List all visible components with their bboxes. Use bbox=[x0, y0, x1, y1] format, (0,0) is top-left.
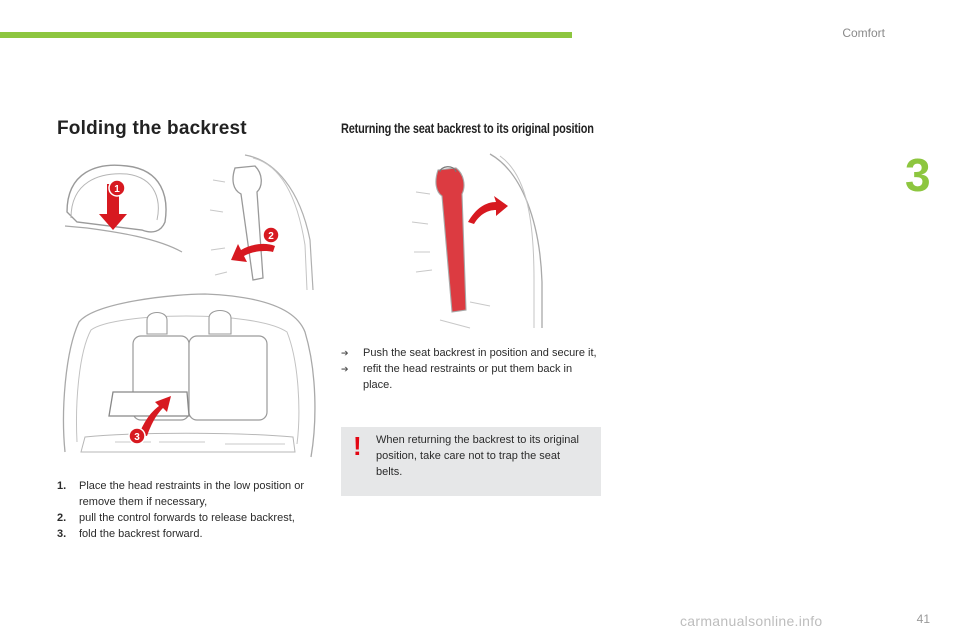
step-text: Place the head restraints in the low position or remove them if necessary, bbox=[79, 480, 305, 508]
bullet-text: refit the head restraints or put them back in place. bbox=[363, 363, 573, 391]
folding-steps-list bbox=[57, 478, 327, 542]
return-steps-list bbox=[341, 345, 603, 393]
arrow-bullet-icon: ➔ bbox=[341, 364, 349, 374]
right-section-title: Returning the seat backrest to its original position bbox=[341, 120, 594, 136]
warning-box bbox=[341, 427, 601, 496]
backrest-release-illustration bbox=[205, 150, 315, 290]
step-number: 3. bbox=[57, 528, 67, 540]
step-text: pull the control forwards to release backrest, bbox=[79, 512, 295, 524]
head-restraint-illustration bbox=[57, 152, 187, 282]
callout-2-label: 2 bbox=[268, 231, 274, 242]
watermark: carmanualsonline.info bbox=[680, 613, 823, 629]
list-item bbox=[341, 345, 603, 361]
callout-1-label: 1 bbox=[114, 184, 120, 195]
step-number: 2. bbox=[57, 512, 67, 524]
step-number: 1. bbox=[57, 480, 67, 492]
section-title: Comfort bbox=[842, 26, 885, 40]
left-section-title: Folding the backrest bbox=[57, 118, 247, 139]
list-item bbox=[57, 526, 327, 542]
page-number: 41 bbox=[916, 612, 930, 626]
backrest-return-illustration bbox=[410, 152, 545, 330]
callout-3-label: 3 bbox=[134, 432, 140, 443]
bullet-text: Push the seat backrest in position and secure it, bbox=[363, 347, 597, 359]
list-item bbox=[57, 478, 327, 510]
list-item bbox=[341, 361, 603, 393]
warning-icon: ! bbox=[353, 431, 362, 461]
chapter-number: 3 bbox=[905, 149, 931, 201]
step-text: fold the backrest forward. bbox=[79, 528, 203, 540]
list-item bbox=[57, 510, 327, 526]
warning-text: When returning the backrest to its original position, take care not to trap the seat belts. bbox=[376, 434, 579, 478]
arrow-bullet-icon: ➔ bbox=[341, 348, 349, 358]
header-accent-bar bbox=[0, 32, 572, 38]
boot-rear-view-illustration bbox=[55, 292, 320, 470]
